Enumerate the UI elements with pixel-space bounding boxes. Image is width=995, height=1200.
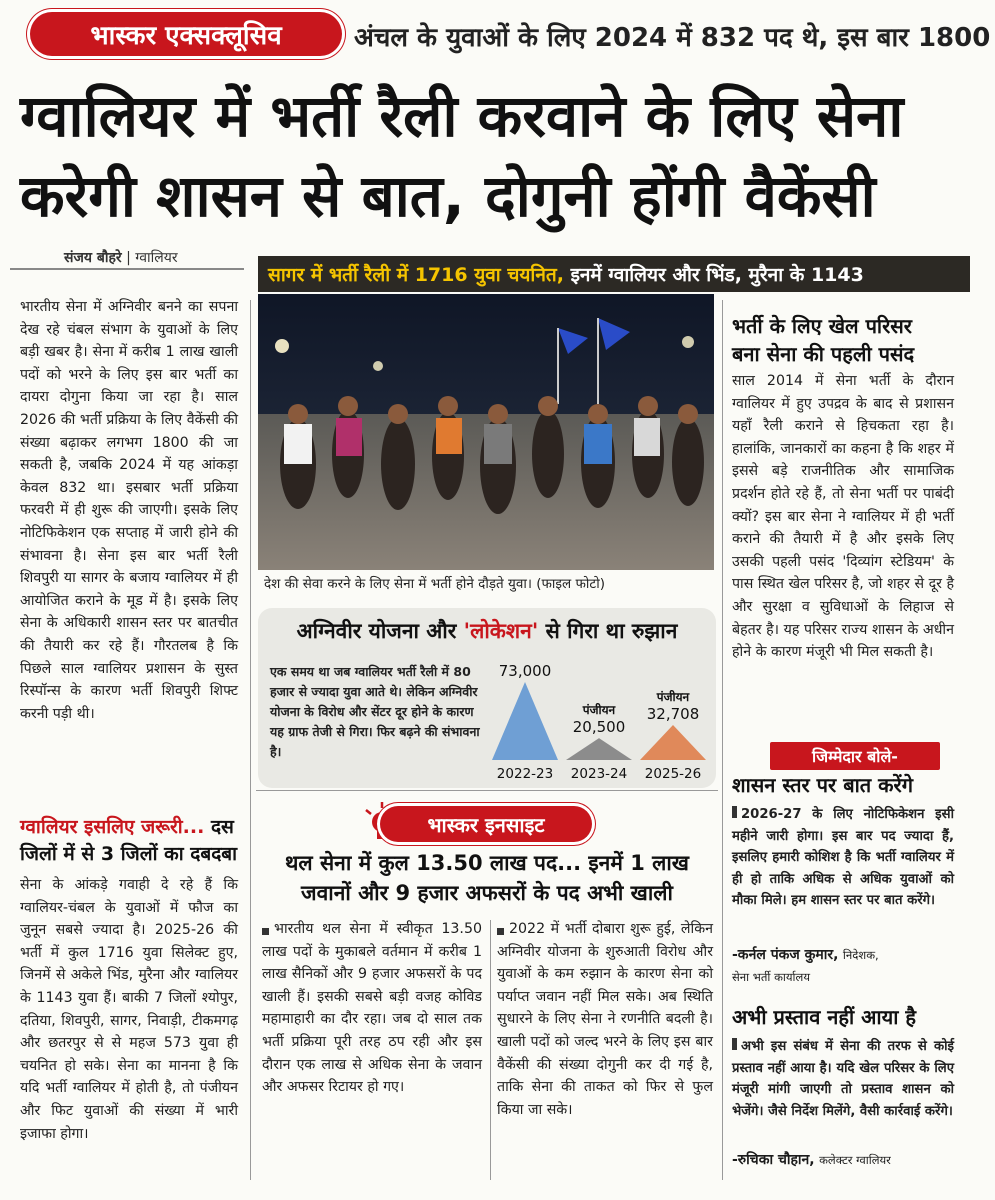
chart-value-label: 73,000 <box>498 662 552 680</box>
column-rule <box>490 920 491 1180</box>
chart-point-label: पंजीयन <box>656 690 690 705</box>
left-para-1: भारतीय सेना में अग्निवीर बनने का सपना देख रहे चंबल संभाग के युवाओं के लिए बड़ी खबर है। सेना में करीब 1 लाख खाली पदों को भरने के लिए इस बार भर्ती का दायरा दोगुना किया जा रहा है। साल 2026 की भर्ती प्रक्रिया के लिए वैकेंसी की संख्या बढ़ाकर लगभग 1800 की जा सकती है, जबकि 2024 में यह आंकड़ा केवल 832 था। इसबार भर्ती प्रक्रिया फरवरी में ही शुरू की जाएगी। इसके लिए नोटिफिकेशन एक सप्ताह में जारी होने की संभावना है। सेना इस बार भर्ती रैली शिवपुरी या सागर के बजाय ग्वालियर में ही आयोजित कराने के मूड में है। इसके लिए सेना के अधिकारी शासन स्तर पर बातचीत की तैयारी कर रहे हैं। गौरतलब है कि पिछले साल ग्वालियर प्रशासन के सुस्त रिस्पॉन्स के कारण भर्ती शिवपुरी शिफ्ट करनी पड़ी थी। <box>20 299 238 722</box>
byline <box>64 248 178 267</box>
right-subhead-1a: भर्ती के लिए खेल परिसर <box>732 314 912 338</box>
quote-1-attribution <box>732 944 962 988</box>
insight-headline-1: थल सेना में कुल 13.50 लाख पद... इनमें 1 लाख <box>285 851 689 875</box>
horizontal-rule <box>256 790 718 791</box>
chart-category-label: 2022-23 <box>496 766 554 782</box>
chart-point-label: पंजीयन <box>582 703 616 718</box>
quote-1 <box>732 804 954 912</box>
running-crowd-illustration <box>258 294 714 570</box>
quote-2 <box>732 1036 954 1122</box>
chart-category-label: 2025-26 <box>644 766 702 782</box>
person-1-role-a: निदेशक, <box>842 948 879 962</box>
right-subhead-1 <box>732 312 972 368</box>
chart-category-label: 2023-24 <box>570 766 628 782</box>
chart-area-mark <box>640 725 706 760</box>
chart-area-mark <box>566 738 632 760</box>
quote-mark-icon <box>732 1038 737 1050</box>
chart-area-mark <box>492 682 558 760</box>
quote-2-text: अभी इस संबंध में सेना की तरफ से कोई प्रस्ताव नहीं आया है। यदि खेल परिसर के लिए मंजूरी मांगी जाएगी तो प्रस्ताव शासन को भेजेंगे। जैसे निर्देश मिलेंगे, वैसी कार्रवाई करेंगे। <box>732 1039 954 1119</box>
photo-banner-white: इनमें ग्वालियर और भिंड, मुरैना के 1143 <box>570 264 864 286</box>
insight-headline <box>262 848 712 908</box>
infobox-description: एक समय था जब ग्वालियर भर्ती रैली में 80 हजार से ज्यादा युवा आते थे। लेकिन अग्निवीर योजना के विरोध और सेंटर दूर होने के कारण यह ग्राफ तेजी से गिरा। फिर बढ़ने की संभावना है। <box>270 664 480 759</box>
person-2-name: -रुचिका चौहान, <box>732 1152 815 1168</box>
infobox-title-a: अग्निवीर योजना और <box>296 619 457 643</box>
photo-banner-yellow: सागर में भर्ती रैली में 1716 युवा चयनित, <box>268 264 564 286</box>
person-1-role-b: सेना भर्ती कार्यालय <box>732 970 810 984</box>
insight-col-2: 2022 में भर्ती दोबारा शुरू हुई, लेकिन अग्निवीर योजना के शुरुआती विरोध और युवाओं के कम रुझान के कारण सेना को पर्याप्त जवान नहीं मिल सके। अब स्थिति सुधारने के लिए सेना ने रणनीति बदली है। खाली पदों को जल्द भरने के लिए इस बार वैकेंसी की संख्या दोगुनी कर दी गई है, ताकि सेना की ताकत को फिर से फुल किया जा सके। <box>497 921 713 1118</box>
left-subhead-red: ग्वालियर इसलिए जरूरी... <box>20 816 205 838</box>
infobox-title <box>272 617 702 645</box>
insight-badge: भास्कर इनसाइट <box>380 806 592 842</box>
horizontal-rule <box>10 268 244 270</box>
quote-mark-icon <box>732 806 737 818</box>
left-subhead-rest-1: दस <box>210 816 234 838</box>
column-rule <box>250 300 251 1180</box>
right-subhead-1b: बना सेना की पहली पसंद <box>732 342 915 366</box>
photo-caption: देश की सेवा करने के लिए सेना में भर्ती होने दौड़ते युवा। (फाइल फोटो) <box>264 576 605 592</box>
insight-col-1: भारतीय थल सेना में स्वीकृत 13.50 लाख पदों के मुकाबले वर्तमान में करीब 1 लाख सैनिकों और 9 हजार अफसरों के पद खाली हैं। इसकी सबसे बड़ी वजह कोविड महामाहारी का दौर रहा। जब दो साल तक भर्ती प्रक्रिया पूरी तरह ठप रही और इस दौरान एक लाख से अधिक सेना के जवान और अफसर रिटायर हो गए। <box>262 921 482 1096</box>
left-para-2: सेना के आंकड़े गवाही दे रहे हैं कि ग्वालियर-चंबल के युवाओं में फौज का जुनून सबसे ज्यादा है। 2025-26 की भर्ती में कुल 1716 युवा सिलेक्ट हुए, जिनमें से अकेले भिंड, मुरैना और ग्वालियर के 1143 युवा हैं। बाकी 7 जिलों श्योपुर, दतिया, शिवपुरी, सागर, निवाड़ी, टीकमगढ़ और छतरपुर से से महज 573 युवा ही चयनित हो सके। सेना का मानना है कि यदि भर्ती ग्वालियर में होती है, तो पंजीयन और फिट युवाओं की संख्या में भारी इजाफा होगा। <box>20 877 238 1142</box>
quote-1-text: 2026-27 के लिए नोटिफिकेशन इसी महीने जारी होगा। इस बार पद ज्यादा हैं, इसलिए हमारी कोशिश है कि भर्ती ग्वालियर में ही हो ताकि अधिक से अधिक युवाओं को मौका मिले। हम शासन स्तर पर बात करेंगे। <box>732 807 954 908</box>
infobox-title-b: से गिरा था रुझान <box>545 619 678 643</box>
left-subhead-rest-2: जिलों में से 3 जिलों का दबदबा <box>20 843 238 865</box>
left-subhead <box>20 814 244 868</box>
headline-line-1: ग्वालियर में भर्ती रैली करवाने के लिए सेना <box>20 82 904 150</box>
quote-2-attribution <box>732 1150 972 1169</box>
chart-value-label: 32,708 <box>646 705 700 724</box>
column-rule <box>722 300 723 1180</box>
registration-chart <box>488 654 710 784</box>
byline-author: संजय बौहरे <box>64 250 122 266</box>
insight-headline-2: जवानों और 9 हजार अफसरों के पद अभी खाली <box>301 881 673 905</box>
chart-value-label: 20,500 <box>572 718 626 737</box>
kicker-text: अंचल के युवाओं के लिए 2024 में 832 पद थे, इस बार 1800 <box>354 23 991 53</box>
right-subhead-2: शासन स्तर पर बात करेंगे <box>732 773 913 797</box>
photo-banner <box>258 256 970 292</box>
headline-line-2: करेगी शासन से बात, दोगुनी होंगी वैकेंसी <box>20 162 876 230</box>
byline-place: ग्वालियर <box>135 250 178 266</box>
person-2-role: कलेक्टर ग्वालियर <box>819 1153 891 1167</box>
headline <box>20 76 980 236</box>
right-subhead-3: अभी प्रस्ताव नहीं आया है <box>732 1005 916 1029</box>
exclusive-badge: भास्कर एक्सक्लूसिव <box>30 12 342 56</box>
responsible-label: जिम्मेदार बोले- <box>770 742 940 770</box>
right-para: साल 2014 में सेना भर्ती के दौरान ग्वालियर में हुए उपद्रव के बाद से प्रशासन यहाँ रैली कराने से हिचकता रहा है। हालांकि, जानकारों का कहना है कि शहर में इससे बड़े राजनीतिक और सामाजिक प्रदर्शन होते रहे हैं, तो सेना भर्ती पर पाबंदी क्यों? इस बार सेना ने ग्वालियर में ही भर्ती कराने की तैयारी में है और इसके लिए उसकी पहली पसंद 'दिव्यांग स्टेडियम' के पास स्थित खेल परिसर है, जो शहर से दूर है और सुरक्षा व सुविधाओं के लिहाज से बेहतर है। यह परिसर राज्य शासन के अधीन होने के कारण मंजूरी भी मिल सकती है। <box>732 373 954 661</box>
infobox-title-red: 'लोकेशन' <box>463 619 539 643</box>
person-1-name: -कर्नल पंकज कुमार, <box>732 947 839 963</box>
recruitment-rally-photo <box>258 294 714 570</box>
byline-separator: | <box>126 250 131 266</box>
